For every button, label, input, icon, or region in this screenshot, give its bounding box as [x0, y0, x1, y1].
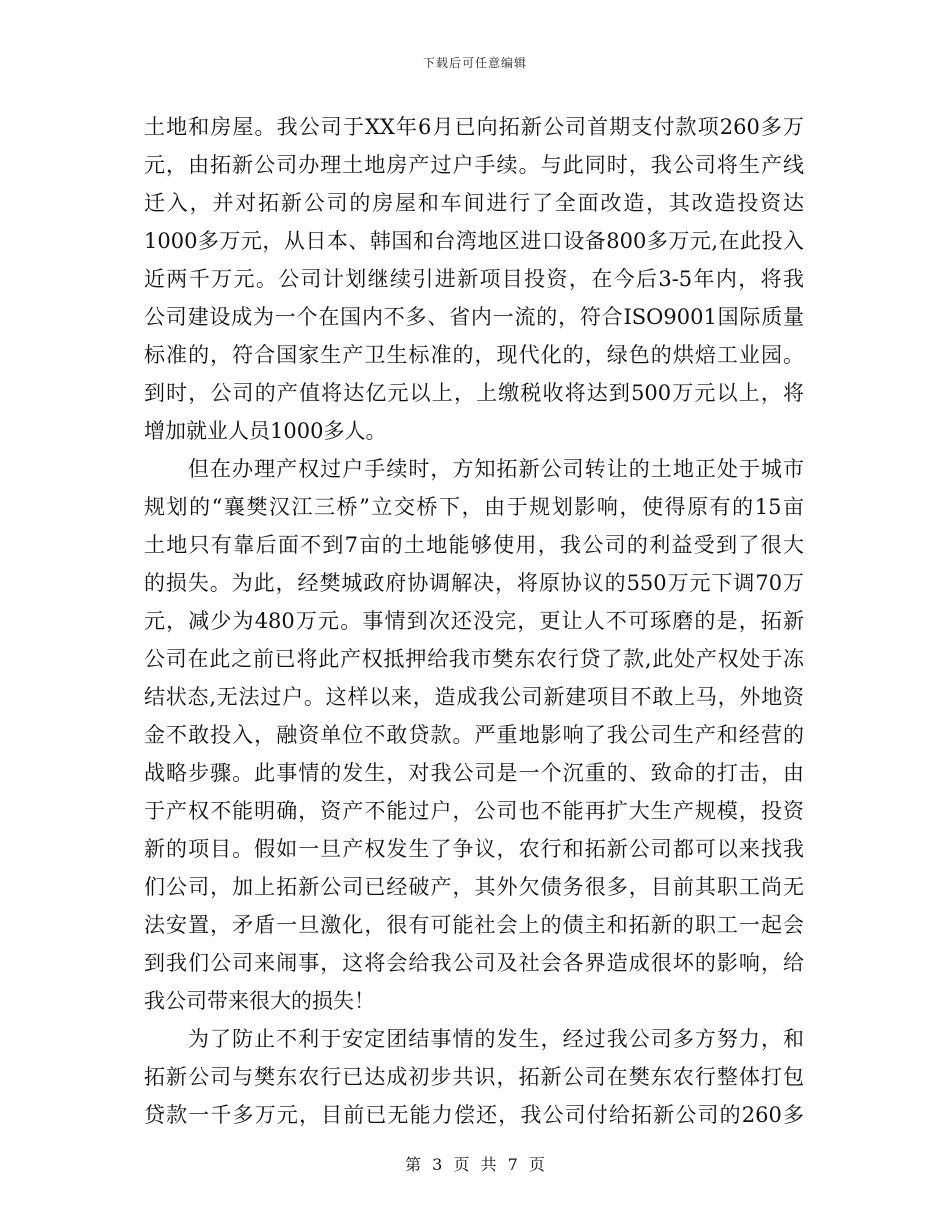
text-line: 金不敢投入，融资单位不敢贷款。严重地影响了我公司生产和经营的: [144, 723, 804, 747]
text-line: 新的项目。假如一旦产权发生了争议，农行和拓新公司都可以来找我: [144, 837, 804, 861]
text-line: 结状态,无法过户。这样以来，造成我公司新建项目不敢上马，外地资: [144, 685, 804, 709]
page-number-footer: 第 3 页 共 7 页: [405, 1155, 545, 1174]
text-line: 战略步骤。此事情的发生，对我公司是一个沉重的、致命的打击，由: [144, 761, 804, 785]
text-line: 公司在此之前已将此产权抵押给我市樊东农行贷了款,此处产权处于冻: [144, 647, 804, 671]
text-line: 标准的，符合国家生产卫生标准的，现代化的，绿色的烘焙工业园。: [144, 343, 804, 367]
text-line: 土地只有靠后面不到7亩的土地能够使用，我公司的利益受到了很大: [144, 533, 804, 557]
text-line: 规划的“襄樊汉江三桥”立交桥下，由于规划影响，使得原有的15亩: [144, 495, 804, 519]
text-line: 贷款一千多万元，目前已无能力偿还，我公司付给拓新公司的260多: [144, 1103, 804, 1127]
page-header: 下载后可任意编辑: [422, 56, 527, 70]
text-line: 为了防止不利于安定团结事情的发生，经过我公司多方努力，和: [188, 1027, 804, 1051]
text-line: 法安置，矛盾一旦激化，很有可能社会上的债主和拓新的职工一起会: [144, 913, 804, 937]
text-line: 元，减少为480万元。事情到次还没完，更让人不可琢磨的是，拓新: [144, 609, 804, 633]
text-line: 拓新公司与樊东农行已达成初步共识，拓新公司在樊东农行整体打包: [144, 1065, 804, 1089]
text-line: 元，由拓新公司办理土地房产过户手续。与此同时，我公司将生产线: [144, 153, 804, 177]
text-line: 到时，公司的产值将达亿元以上，上缴税收将达到500万元以上，将: [144, 381, 804, 405]
document-body: [144, 108, 804, 1134]
text-line: 公司建设成为一个在国内不多、省内一流的，符合ISO9001国际质量: [144, 305, 804, 329]
text-line: 但在办理产权过户手续时，方知拓新公司转让的土地正处于城市: [188, 457, 804, 481]
text-line: 迁入，并对拓新公司的房屋和车间进行了全面改造，其改造投资达: [144, 191, 804, 215]
text-line: 到我们公司来闹事，这将会给我公司及社会各界造成很坏的影响，给: [144, 951, 804, 975]
text-line: 增加就业人员1000多人。: [144, 419, 387, 443]
text-line: 近两千万元。公司计划继续引进新项目投资，在今后3-5年内，将我: [144, 267, 804, 291]
text-line: 1000多万元，从日本、韩国和台湾地区进口设备800多万元,在此投入: [144, 229, 804, 253]
text-line: 土地和房屋。我公司于XX年6月已向拓新公司首期支付款项260多万: [144, 115, 804, 139]
text-line: 们公司，加上拓新公司已经破产，其外欠债务很多，目前其职工尚无: [144, 875, 804, 899]
text-line: 的损失。为此，经樊城政府协调解决，将原协议的550万元下调70万: [144, 571, 804, 595]
text-line: 我公司带来很大的损失！: [144, 989, 375, 1013]
text-line: 于产权不能明确，资产不能过户，公司也不能再扩大生产规模，投资: [144, 799, 804, 823]
